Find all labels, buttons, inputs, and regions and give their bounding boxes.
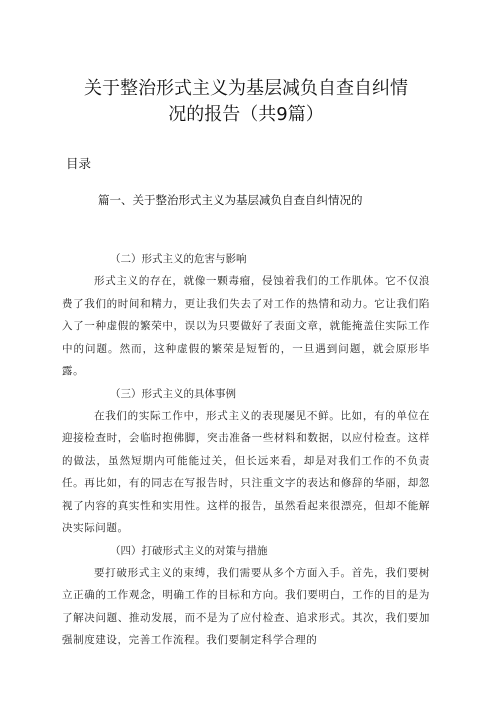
document-title: 关于整治形式主义为基层减负自查自纠情况的报告（共9篇）: [84, 78, 408, 125]
section-paragraph-4: 要打破形式主义的束缚，我们需要从多个方面入手。首先，我们要树立正确的工作观念，明确工作的目标和方向。我们要明白，工作的目的是为了解决问题、推动发展，而不是为了应付检查、追求形式。其次，我们要加强制度建设，完善工作流程。我们要制定科学合理的: [62, 566, 430, 646]
section-heading-4: （四）打破形式主义的对策与措施: [110, 544, 268, 557]
section-heading-2: （二）形式主义的危害与影响: [110, 253, 247, 265]
section-paragraph-2: 形式主义的存在，就像一颗毒瘤，侵蚀着我们的工作肌体。它不仅浪费了我们的时间和精力，更让我们失去了对工作的热情和动力。它让我们陷入了一种虚假的繁荣中，误以为只要做好了表面文章，就能掩盖住实际工作中的问题。然而，这种虚假的繁荣是短暂的，一旦遇到问题，就会原形毕露。: [62, 275, 430, 377]
section-heading-3: （三）形式主义的具体事例: [110, 387, 236, 400]
toc-heading: 目录: [66, 156, 92, 171]
toc-item-1[interactable]: 篇一、关于整治形式主义为基层减负自查自纠情况的: [98, 193, 363, 207]
section-paragraph-3: 在我们的实际工作中，形式主义的表现屡见不鲜。比如，有的单位在迎接检查时，会临时抱佛脚，突击准备一些材料和数据，以应付检查。这样的做法，虽然短期内可能能过关，但长远来看，却是对我们工作的不负责任。再比如，有的同志在写报告时，只注重文字的表达和修辞的华丽，却忽视了内容的真实性和实用性。这样的报告，虽然看起来很漂亮，但却不能解决实际问题。: [62, 409, 430, 534]
